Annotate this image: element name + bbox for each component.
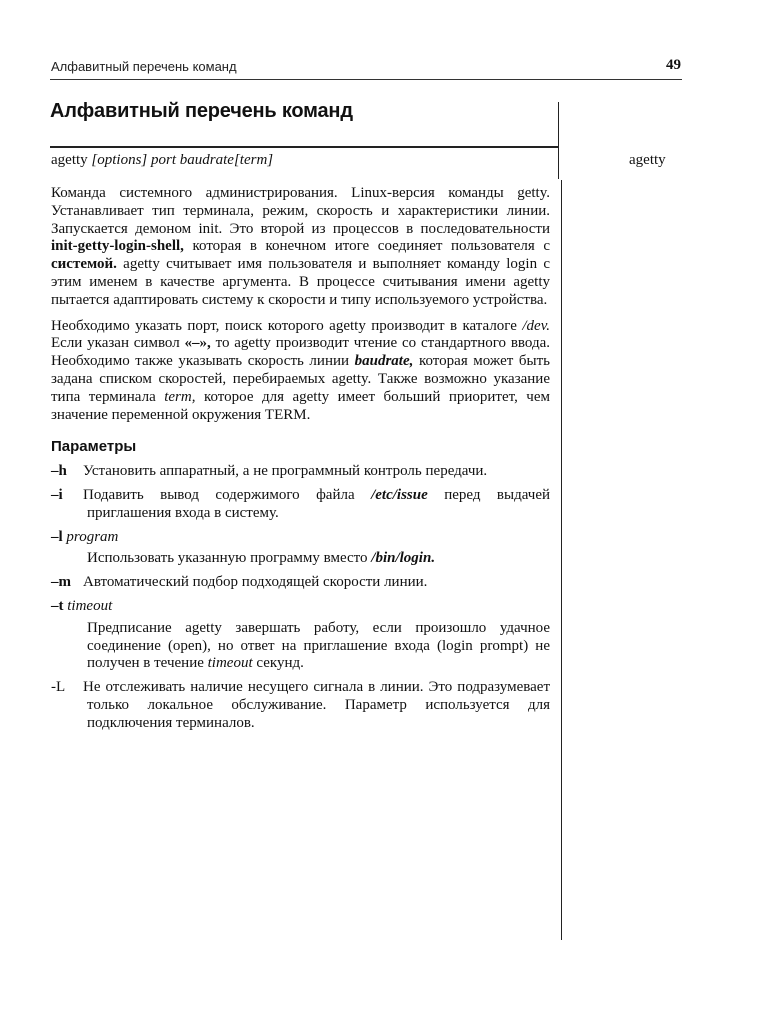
synopsis-options: [options] bbox=[91, 152, 148, 168]
option-arg: timeout bbox=[67, 597, 113, 614]
synopsis-port: port bbox=[151, 152, 177, 168]
p2-text-2: Если указан символ bbox=[51, 335, 185, 352]
option-m bbox=[51, 574, 550, 592]
option-desc: Подавить вывод содержимого файла bbox=[83, 486, 372, 503]
option-desc: Установить аппаратный, а не программный контроль передачи. bbox=[83, 463, 488, 480]
column-divider-top bbox=[558, 102, 559, 179]
command-synopsis bbox=[51, 152, 273, 169]
p2-text-5: которое для agetty имеет больший приоритет, чем значение переменной окружения TERM. bbox=[51, 388, 550, 423]
option-flag: –t bbox=[51, 597, 64, 614]
params-heading: Параметры bbox=[51, 438, 137, 456]
body-text bbox=[51, 185, 550, 739]
p2-dev-path: /dev. bbox=[522, 317, 550, 334]
header-rule bbox=[50, 79, 682, 80]
option-arg-inline: timeout bbox=[207, 655, 253, 672]
section-rule bbox=[50, 146, 558, 148]
option-desc-2: перед выдачей приглашения входа в систему. bbox=[87, 486, 551, 521]
p2-text-3: то agetty производит чтение со стандартного ввода. Необходимо также указывать скорость линии bbox=[51, 335, 550, 370]
option-l bbox=[51, 529, 550, 569]
p1-system: системой. bbox=[51, 256, 117, 273]
option-t bbox=[51, 598, 550, 673]
p2-text-4: которая может быть задана списком скоростей, перебираемых agetty. Также возможно указание типа терминала bbox=[51, 353, 550, 405]
option-desc-text-2: секунд. bbox=[252, 655, 304, 672]
option-desc-text: Предписание agetty завершать работу, если произошло удачное соединение (open), но ответ на приглашение входа (login prompt) не получен в течение bbox=[87, 619, 550, 672]
option-head bbox=[51, 529, 550, 547]
option-desc: Автоматический подбор подходящей скорости линии. bbox=[83, 574, 428, 591]
option-arg: program bbox=[66, 528, 119, 545]
option-desc-text: Использовать указанную программу вместо bbox=[87, 550, 372, 567]
p1-text-1: Команда системного администрирования. Linux-версия команды getty. Устанавливает тип терминала, режим, скорость и характеристики линии. Запускается демоном init. Это второй из процессов в последовательности bbox=[51, 185, 550, 237]
option-i bbox=[51, 487, 550, 523]
p2-term: term, bbox=[164, 388, 196, 405]
p2-dash-symbol: «–», bbox=[184, 335, 211, 352]
option-flag: –l bbox=[51, 528, 63, 545]
p1-sequence: init-getty-login-shell, bbox=[51, 238, 184, 255]
section-title: Алфавитный перечень команд bbox=[50, 100, 353, 122]
synopsis-baudrate: baudrate bbox=[179, 152, 234, 168]
option-desc bbox=[51, 620, 550, 673]
option-L bbox=[51, 679, 550, 732]
p2-baudrate: baudrate, bbox=[354, 353, 414, 370]
option-h bbox=[51, 463, 550, 481]
description-paragraph bbox=[51, 185, 550, 310]
option-path: /etc/issue bbox=[371, 486, 428, 503]
usage-paragraph bbox=[51, 318, 550, 425]
p1-text-3: agetty считывает имя пользователя и выполняет команду login с этим именем в качестве аргумента. В процессе считывания имени agetty пытается адаптировать систему к скорости и типу используемого устройства. bbox=[51, 256, 550, 308]
page-number: 49 bbox=[666, 57, 681, 73]
option-flag: –i bbox=[51, 486, 63, 503]
synopsis-command: agetty bbox=[51, 152, 88, 168]
option-flag: -L bbox=[51, 679, 66, 696]
option-flag: –h bbox=[51, 463, 67, 480]
option-flag: –m bbox=[51, 574, 71, 591]
option-head bbox=[51, 598, 550, 616]
option-desc: Не отслеживать наличие несущего сигнала в линии. Это подразумевает только локальное обслуживание. Параметр используется для подключения терминалов. bbox=[83, 679, 550, 731]
p2-text-1: Необходимо указать порт, поиск которого agetty производит в каталоге bbox=[51, 317, 523, 334]
margin-command: agetty bbox=[629, 152, 666, 168]
synopsis-term: [term] bbox=[233, 152, 274, 168]
p1-text-2: которая в конечном итоге соединяет пользователя с bbox=[183, 238, 550, 255]
option-path: /bin/login. bbox=[371, 550, 436, 567]
running-title: Алфавитный перечень команд bbox=[51, 59, 237, 74]
option-desc bbox=[51, 550, 550, 568]
column-divider bbox=[561, 180, 562, 940]
